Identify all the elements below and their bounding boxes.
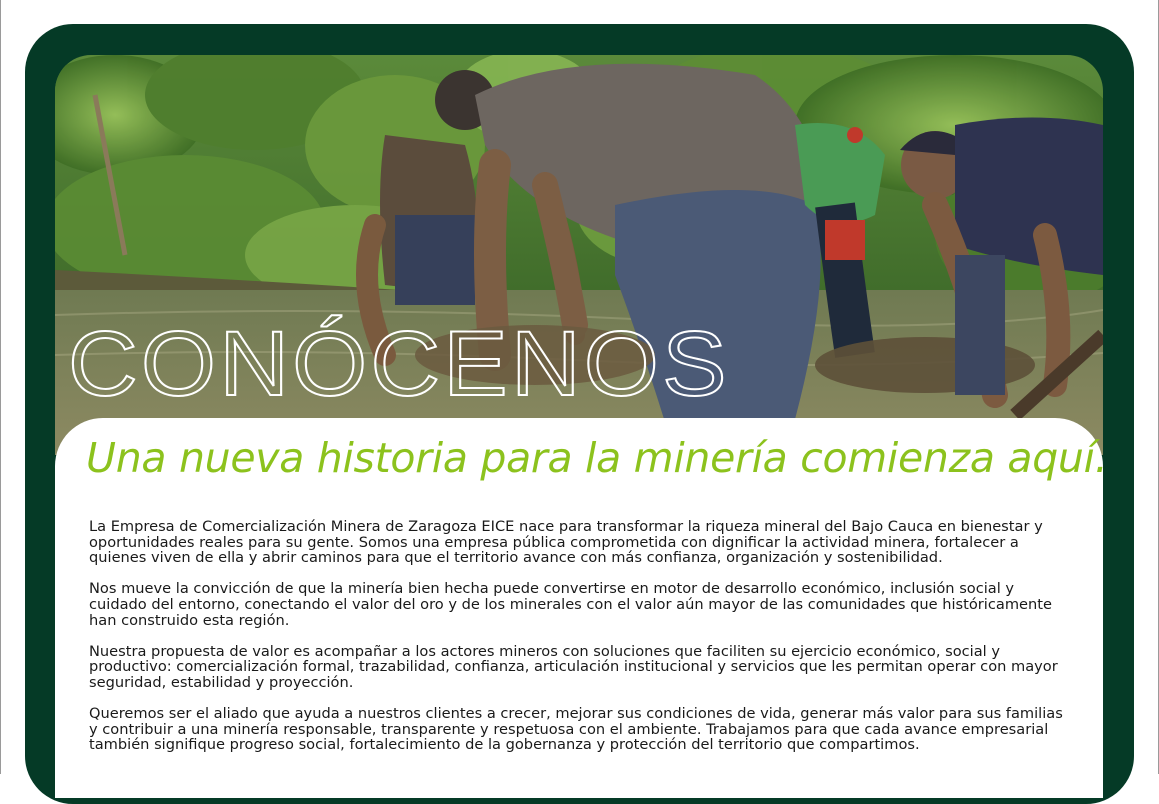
paragraph-intro: La Empresa de Comercialización Minera de Zaragoza EICE nace para transformar la riqueza mineral del Bajo Cauca en bienestar y oportunidades reales para su gente. Somos una empresa pública comprometida con dignificar la actividad minera, fortalecer a quienes viven de ella y abrir caminos para que el territorio avance con más confianza, organización y sostenibilidad.	[89, 518, 1043, 567]
page-title: CONÓCENOS	[68, 313, 730, 415]
about-text	[89, 519, 1074, 769]
paragraph-value-proposition: Nuestra propuesta de valor es acompañar a los actores mineros con soluciones que faciliten su ejercicio económico, social y productivo: comercialización formal, trazabilidad, confianza, articulación institucional y servicios que les permitan operar con mayor seguridad, estabilidad y proyección.	[89, 642, 1058, 691]
paragraph-commitment: Queremos ser el aliado que ayuda a nuestros clientes a crecer, mejorar sus condiciones de vida, generar más valor para sus familias y contribuir a una minería responsable, transparente y respetuosa con el ambiente. Trabajamos para que cada avance empresarial también signifique progreso social, fortalecimiento de la gobernanza y protección del territorio que compartimos.	[89, 705, 1063, 754]
tagline: Una nueva historia para la minería comienza aquí.	[86, 434, 1108, 482]
paragraph-conviction: Nos mueve la convicción de que la minería bien hecha puede convertirse en motor de desarrollo económico, inclusión social y cuidado del entorno, conectando el valor del oro y de los minerales con el valor aún mayor de las comunidades que históricamente han construido esta región.	[89, 580, 1052, 629]
